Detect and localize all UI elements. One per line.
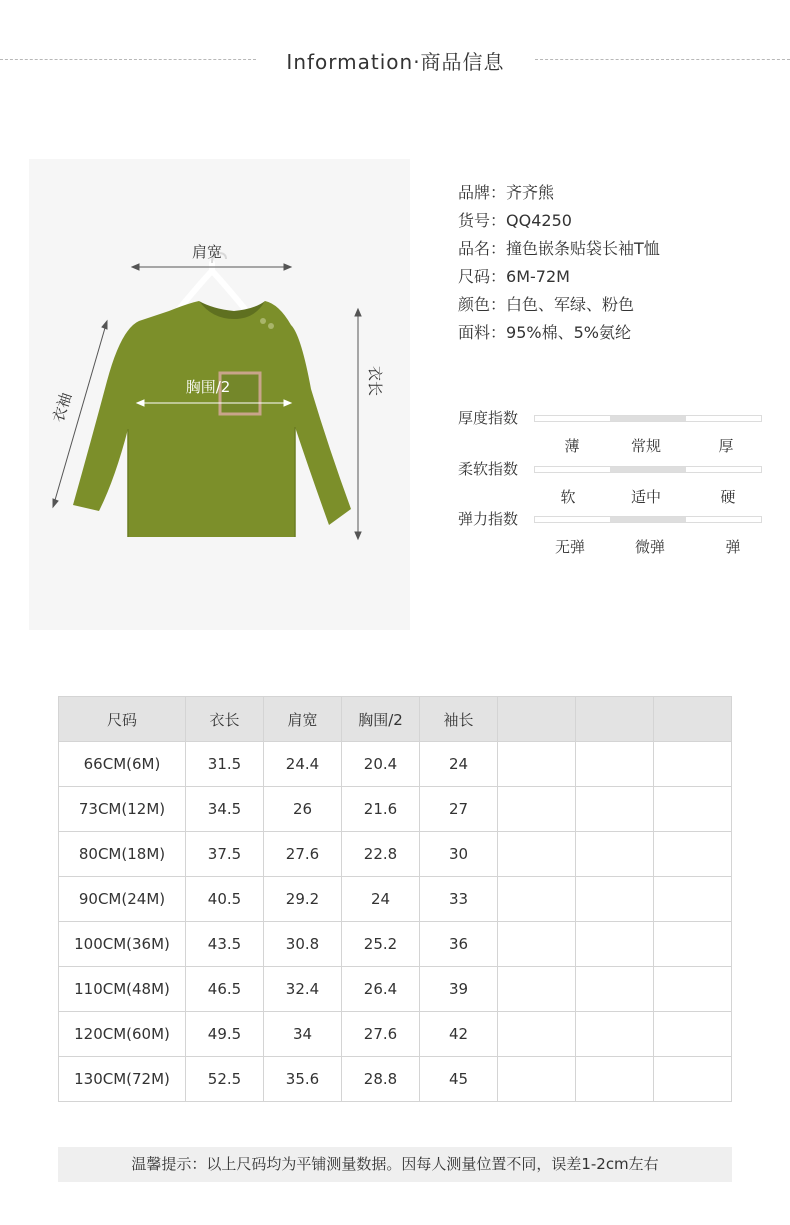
index-bar	[534, 516, 762, 523]
info-row-size	[458, 265, 778, 293]
measurement-tip: 温馨提示：以上尺码均为平铺测量数据。因每人测量位置不同，误差1-2cm左右	[58, 1147, 732, 1182]
info-separator: ：	[490, 267, 507, 286]
table-cell	[498, 832, 576, 877]
info-key: 货号	[458, 211, 491, 230]
table-cell	[654, 787, 732, 832]
table-cell: 40.5	[186, 877, 264, 922]
column-header: 尺码	[59, 697, 186, 742]
product-info	[458, 181, 778, 349]
table-header-row	[59, 697, 732, 742]
table-row	[59, 967, 732, 1012]
hanger-icon	[179, 253, 245, 309]
table-cell	[654, 877, 732, 922]
table-cell	[576, 967, 654, 1012]
index-level: 软	[560, 488, 576, 506]
table-cell	[498, 877, 576, 922]
table-cell: 42	[420, 1012, 498, 1057]
table-cell	[498, 1057, 576, 1102]
table-cell: 32.4	[264, 967, 342, 1012]
info-value: 95%棉、5%氨纶	[506, 323, 631, 342]
info-separator: ：	[490, 295, 507, 314]
info-separator: ：	[490, 323, 507, 342]
table-cell: 90CM(24M)	[59, 877, 186, 922]
table-cell	[654, 742, 732, 787]
table-cell: 46.5	[186, 967, 264, 1012]
table-cell	[576, 922, 654, 967]
index-level: 适中	[630, 488, 661, 506]
index-level: 无弹	[554, 538, 585, 556]
table-row	[59, 1057, 732, 1102]
table-cell: 30.8	[264, 922, 342, 967]
table-cell: 30	[420, 832, 498, 877]
info-value: 白色、军绿、粉色	[506, 295, 635, 314]
column-header	[576, 697, 654, 742]
index-bar	[534, 415, 762, 422]
section-header	[0, 44, 790, 76]
table-cell	[576, 832, 654, 877]
table-cell: 120CM(60M)	[59, 1012, 186, 1057]
table-cell: 24.4	[264, 742, 342, 787]
index-label: 弹力指数	[458, 510, 519, 528]
info-separator: ：	[490, 211, 507, 230]
index-level: 硬	[720, 488, 736, 506]
column-header	[654, 697, 732, 742]
table-row	[59, 832, 732, 877]
info-key: 颜色	[458, 295, 491, 314]
table-cell: 73CM(12M)	[59, 787, 186, 832]
table-cell	[654, 1012, 732, 1057]
info-value: 齐齐熊	[506, 183, 555, 202]
index-bar-selected	[610, 467, 685, 472]
table-cell: 66CM(6M)	[59, 742, 186, 787]
table-cell: 45	[420, 1057, 498, 1102]
table-row	[59, 922, 732, 967]
table-cell: 20.4	[342, 742, 420, 787]
table-cell: 100CM(36M)	[59, 922, 186, 967]
index-thickness	[458, 409, 778, 455]
index-bar-selected	[610, 416, 685, 421]
table-cell: 26	[264, 787, 342, 832]
sleeve-label: 衣袖	[49, 390, 76, 425]
info-key: 品名	[458, 239, 491, 258]
table-cell	[654, 922, 732, 967]
info-separator: ：	[490, 183, 507, 202]
table-cell	[498, 742, 576, 787]
index-level: 微弹	[634, 538, 665, 556]
table-row	[59, 787, 732, 832]
column-header	[498, 697, 576, 742]
table-cell: 28.8	[342, 1057, 420, 1102]
info-value: 6M-72M	[506, 267, 570, 286]
table-cell: 36	[420, 922, 498, 967]
table-cell: 22.8	[342, 832, 420, 877]
table-cell: 26.4	[342, 967, 420, 1012]
column-header: 衣长	[186, 697, 264, 742]
table-cell	[654, 1057, 732, 1102]
header-divider-right	[535, 59, 790, 60]
table-cell: 27.6	[342, 1012, 420, 1057]
table-cell	[498, 922, 576, 967]
index-softness	[458, 460, 778, 506]
info-key: 品牌	[458, 183, 491, 202]
table-cell: 33	[420, 877, 498, 922]
index-bar	[534, 466, 762, 473]
table-cell: 24	[342, 877, 420, 922]
table-cell: 43.5	[186, 922, 264, 967]
index-elasticity	[458, 510, 778, 556]
table-cell: 110CM(48M)	[59, 967, 186, 1012]
table-cell: 21.6	[342, 787, 420, 832]
table-cell: 49.5	[186, 1012, 264, 1057]
column-header: 袖长	[420, 697, 498, 742]
index-level: 厚	[718, 437, 734, 455]
table-cell: 37.5	[186, 832, 264, 877]
info-key: 面料	[458, 323, 491, 342]
table-cell: 52.5	[186, 1057, 264, 1102]
chest-label: 胸围/2	[185, 378, 231, 396]
table-row	[59, 1012, 732, 1057]
shirt-illustration	[29, 159, 410, 630]
table-cell: 34.5	[186, 787, 264, 832]
product-diagram	[29, 159, 410, 630]
shoulder-label: 肩宽	[191, 243, 223, 261]
info-row-brand	[458, 181, 778, 209]
table-row	[59, 877, 732, 922]
info-row-color	[458, 293, 778, 321]
table-cell: 27.6	[264, 832, 342, 877]
table-cell: 31.5	[186, 742, 264, 787]
table-cell	[576, 1057, 654, 1102]
table-cell	[498, 967, 576, 1012]
table-cell: 130CM(72M)	[59, 1057, 186, 1102]
table-cell	[654, 832, 732, 877]
index-level: 薄	[564, 437, 580, 455]
index-label: 厚度指数	[458, 409, 519, 427]
table-cell: 34	[264, 1012, 342, 1057]
section-title: Information·商品信息	[286, 50, 505, 74]
info-key: 尺码	[458, 267, 491, 286]
table-cell	[576, 742, 654, 787]
column-header: 胸围/2	[342, 697, 420, 742]
table-row	[59, 742, 732, 787]
index-label: 柔软指数	[458, 460, 519, 478]
body-length-arrow	[355, 309, 361, 539]
table-cell	[576, 1012, 654, 1057]
table-cell	[654, 967, 732, 1012]
index-level: 常规	[630, 437, 661, 455]
info-value: 撞色嵌条贴袋长袖T恤	[506, 239, 660, 258]
table-cell	[576, 877, 654, 922]
table-cell	[576, 787, 654, 832]
index-bar-selected	[610, 517, 685, 522]
info-row-sku	[458, 209, 778, 237]
table-cell	[498, 1012, 576, 1057]
shirt-icon	[73, 301, 351, 537]
size-table	[58, 696, 732, 1102]
column-header: 肩宽	[264, 697, 342, 742]
table-cell	[498, 787, 576, 832]
info-separator: ：	[490, 239, 507, 258]
table-cell: 27	[420, 787, 498, 832]
info-row-fabric	[458, 321, 778, 349]
table-cell: 39	[420, 967, 498, 1012]
info-row-name	[458, 237, 778, 265]
table-cell: 80CM(18M)	[59, 832, 186, 877]
header-divider-left	[0, 59, 256, 60]
length-label: 衣长	[366, 365, 384, 397]
table-cell: 24	[420, 742, 498, 787]
table-cell: 25.2	[342, 922, 420, 967]
info-value: QQ4250	[506, 211, 572, 230]
table-cell: 29.2	[264, 877, 342, 922]
index-level: 弹	[725, 538, 741, 556]
table-cell: 35.6	[264, 1057, 342, 1102]
